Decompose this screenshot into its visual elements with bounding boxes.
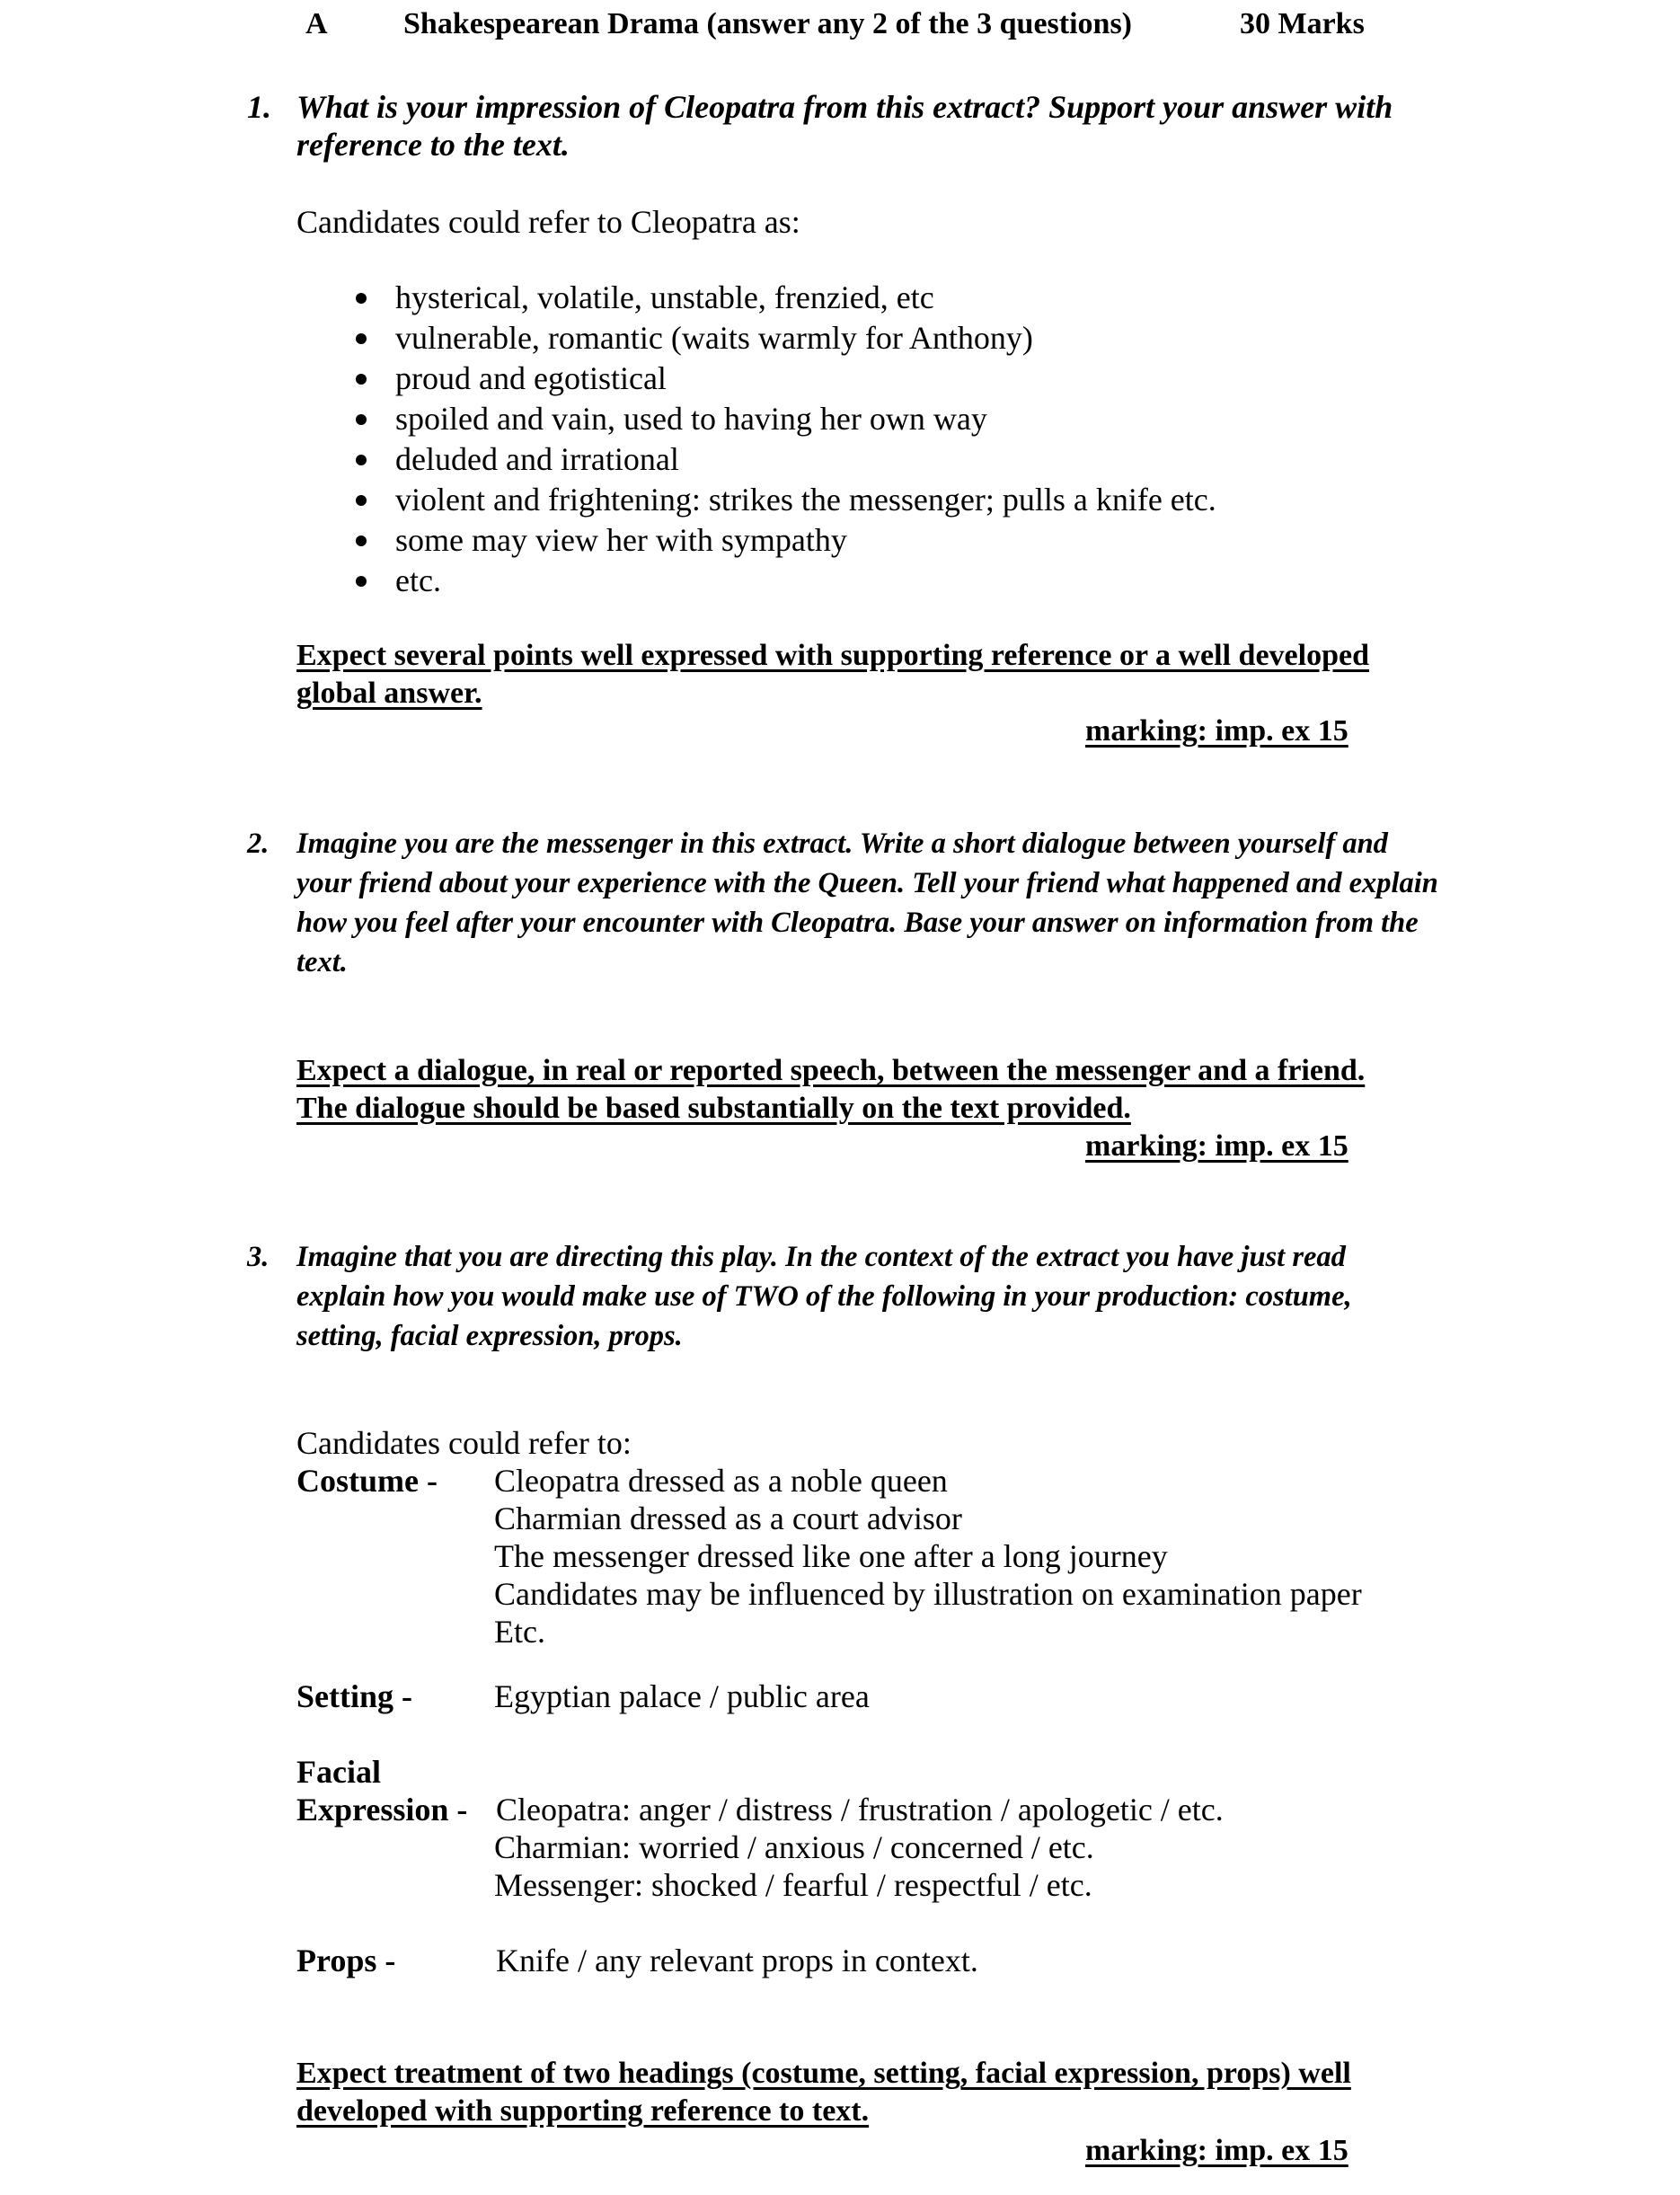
- costume-item: The messenger dressed like one after a long journey: [494, 1538, 1168, 1574]
- q2-question-line4: text.: [296, 946, 348, 978]
- q2-question-line1: Imagine you are the messenger in this extract. Write a short dialogue between yourself and: [296, 828, 1388, 860]
- q2-question-line3: how you feel after your encounter with Cleopatra. Base your answer on information from the: [296, 907, 1419, 939]
- costume-item: Candidates may be influenced by illustration on examination paper: [494, 1576, 1362, 1612]
- costume-item: Charmian dressed as a court advisor: [494, 1500, 962, 1536]
- section-title: Shakespearean Drama (answer any 2 of the 3 questions): [403, 7, 1133, 40]
- q1-number: 1.: [247, 89, 271, 125]
- props-text: Knife / any relevant props in context.: [496, 1943, 978, 1978]
- facial-label-line2: Expression -: [296, 1792, 468, 1828]
- q2-expect-line2: The dialogue should be based substantially on the text provided.: [296, 1092, 1131, 1125]
- list-item: proud and egotistical: [395, 360, 667, 396]
- list-item: spoiled and vain, used to having her own way: [395, 401, 987, 437]
- bullet-icon: [356, 374, 367, 385]
- q3-expect-line2: developed with supporting reference to text.: [296, 2094, 870, 2128]
- bullet-icon: [356, 455, 367, 465]
- q3-question-line3: setting, facial expression, props.: [296, 1320, 683, 1352]
- q3-intro: Candidates could refer to:: [296, 1425, 632, 1461]
- bullet-icon: [356, 414, 367, 425]
- facial-label-line1: Facial: [296, 1754, 381, 1790]
- facial-item: Charmian: worried / anxious / concerned / etc.: [494, 1829, 1094, 1865]
- q2-number: 2.: [247, 828, 270, 860]
- q3-number: 3.: [247, 1241, 270, 1273]
- props-label: Props -: [296, 1943, 396, 1978]
- q3-marking: marking: imp. ex 15: [1085, 2134, 1348, 2167]
- q3-question-line1: Imagine that you are directing this play. In the context of the extract you have just read: [296, 1241, 1346, 1273]
- setting-text: Egyptian palace / public area: [494, 1678, 870, 1714]
- list-item: violent and frightening: strikes the messenger; pulls a knife etc.: [395, 482, 1216, 518]
- bullet-icon: [356, 576, 367, 587]
- section-letter: A: [305, 7, 328, 40]
- bullet-icon: [356, 333, 367, 344]
- list-item: vulnerable, romantic (waits warmly for Anthony): [395, 320, 1033, 356]
- costume-item: Etc.: [494, 1614, 545, 1650]
- q1-intro: Candidates could refer to Cleopatra as:: [296, 204, 800, 240]
- list-item: deluded and irrational: [395, 441, 679, 477]
- q2-question-line2: your friend about your experience with the Queen. Tell your friend what happened and explain: [296, 867, 1438, 899]
- q1-expect-line1: Expect several points well expressed with supporting reference or a well developed: [296, 639, 1369, 672]
- list-item: hysterical, volatile, unstable, frenzied, etc: [395, 279, 934, 315]
- q2-expect-line1: Expect a dialogue, in real or reported speech, between the messenger and a friend.: [296, 1054, 1366, 1087]
- q1-expect-line2: global answer.: [296, 677, 482, 710]
- setting-label: Setting -: [296, 1678, 412, 1714]
- bullet-icon: [356, 535, 367, 546]
- list-item: some may view her with sympathy: [395, 522, 847, 558]
- q3-question-line2: explain how you would make use of TWO of the following in your production: costume,: [296, 1280, 1352, 1313]
- section-marks: 30 Marks: [1240, 7, 1365, 40]
- bullet-icon: [356, 293, 367, 304]
- list-item: etc.: [395, 562, 441, 598]
- q2-marking: marking: imp. ex 15: [1085, 1129, 1348, 1163]
- costume-item: Cleopatra dressed as a noble queen: [494, 1463, 948, 1499]
- q1-question-line1: What is your impression of Cleopatra from this extract? Support your answer with: [296, 89, 1393, 125]
- facial-item: Cleopatra: anger / distress / frustration / apologetic / etc.: [496, 1792, 1224, 1828]
- q1-question-line2: reference to the text.: [296, 127, 570, 163]
- q1-marking: marking: imp. ex 15: [1085, 714, 1348, 748]
- costume-label: Costume -: [296, 1463, 438, 1499]
- q3-expect-line1: Expect treatment of two headings (costume, setting, facial expression, props) well: [296, 2057, 1351, 2090]
- bullet-icon: [356, 495, 367, 506]
- facial-item: Messenger: shocked / fearful / respectful / etc.: [494, 1867, 1092, 1903]
